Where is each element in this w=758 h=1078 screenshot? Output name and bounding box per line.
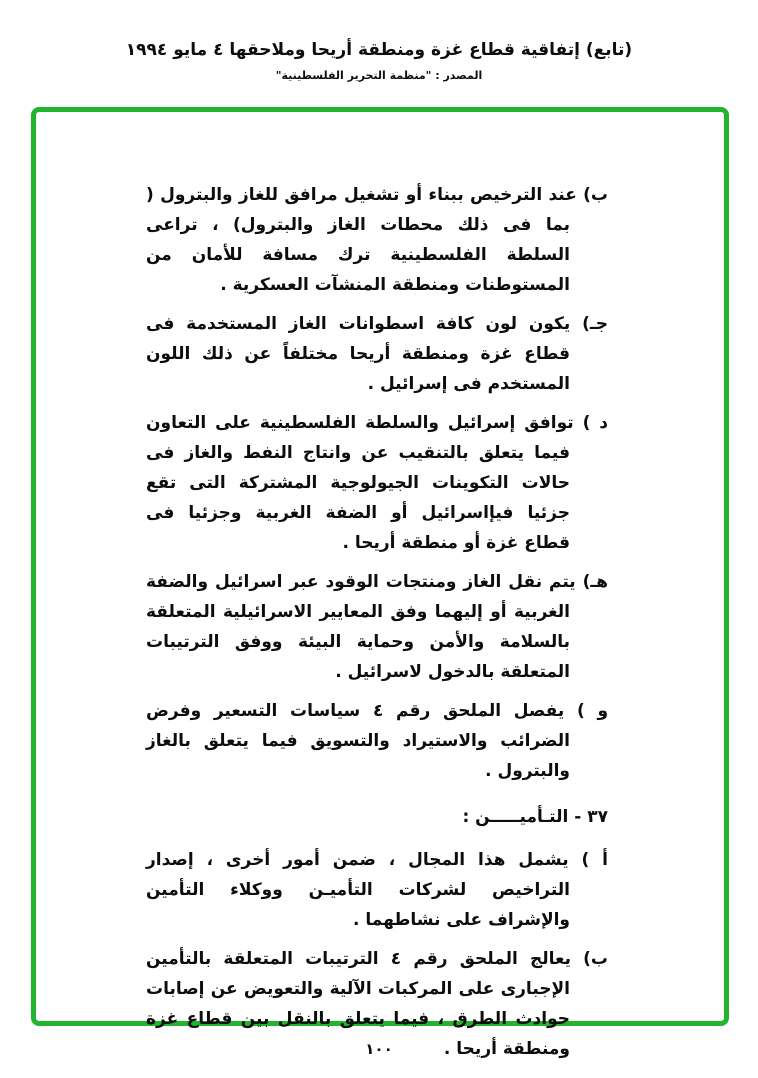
list-marker: أ ) bbox=[581, 850, 609, 870]
paragraph-text: يشمل هذا المجال ، ضمن أمور أخرى ، إصدار التراخيص لشركات التأميـن ووكلاء التأمين والإشراف على نشاطهما . bbox=[146, 850, 570, 930]
paragraph-text: يفصل الملحق رقم ٤ سياسات التسعير وفرض الضرائب والاستيراد والتسويق فيما يتعلق بالغاز والبترول . bbox=[146, 701, 570, 781]
paragraph-gas-w bbox=[146, 696, 608, 786]
paragraph-text: يتم نقل الغاز ومنتجات الوقود عبر اسرائيل والضفة الغربية أو إليهما وفق المعايير الاسرائيلية المتعلقة بالسلامة والأمن وحماية البيئة ووفق الترتيبات المتعلقة بالدخول لاسرائيل . bbox=[146, 572, 576, 682]
list-marker: هـ) bbox=[582, 572, 608, 592]
page-footer bbox=[0, 1040, 758, 1058]
list-marker: و ) bbox=[577, 701, 609, 721]
document-source: المصدر : "منظمة التحرير الفلسطينية" bbox=[275, 69, 483, 82]
page-header bbox=[0, 40, 758, 82]
paragraph-gas-j bbox=[146, 309, 608, 399]
section-heading-insurance: ٣٧ - التـأميـــــن : bbox=[462, 807, 608, 827]
document-body bbox=[146, 180, 608, 1073]
paragraph-gas-b bbox=[146, 180, 608, 300]
page-number: ١٠٠ bbox=[365, 1040, 393, 1058]
list-marker: د ) bbox=[582, 413, 609, 433]
list-marker: جـ) bbox=[582, 314, 608, 334]
paragraph-text: توافق إسرائيل والسلطة الفلسطينية على التعاون فيما يتعلق بالتنقيب عن وانتاج النفط والغاز فى حالات التكوينات الجيولوجية المشتركة التى تقع جزئيا فيإاسرائيل أو الضفة الغربية وجزئيا فى قطاع غزة أو منطقة أريحا . bbox=[146, 413, 574, 553]
list-marker: ب) bbox=[583, 185, 608, 205]
paragraph-text: يعالج الملحق رقم ٤ الترتيبات المتعلقة بالتأمين الإجبارى على المركبات الآلية والتعويض عن إصابات حوادث الطرق ، فيما يتعلق بالنقل بين قطاع غزة ومنطقة أريحا . bbox=[146, 949, 571, 1059]
paragraph-insurance-a bbox=[146, 845, 608, 935]
list-marker: ب) bbox=[583, 949, 609, 969]
paragraph-text: يكون لون كافة اسطوانات الغاز المستخدمة فى قطاع غزة ومنطقة أريحا مختلفاً عن ذلك اللون المستخدم فى إسرائيل . bbox=[146, 314, 571, 394]
document-title: (تابع) إتفاقية قطاع غزة ومنطقة أريحا وملاحقها ٤ مايو ١٩٩٤ bbox=[125, 40, 633, 60]
paragraph-gas-h bbox=[146, 567, 608, 687]
paragraph-text: عند الترخيص ببناء أو تشغيل مرافق للغاز والبترول ( بما فى ذلك محطات الغاز والبترول) ، تراعى السلطة الفلسطينية ترك مسافة للأمان من المستوطنات ومنطقة المنشآت العسكرية . bbox=[146, 185, 577, 295]
paragraph-gas-d bbox=[146, 408, 608, 558]
